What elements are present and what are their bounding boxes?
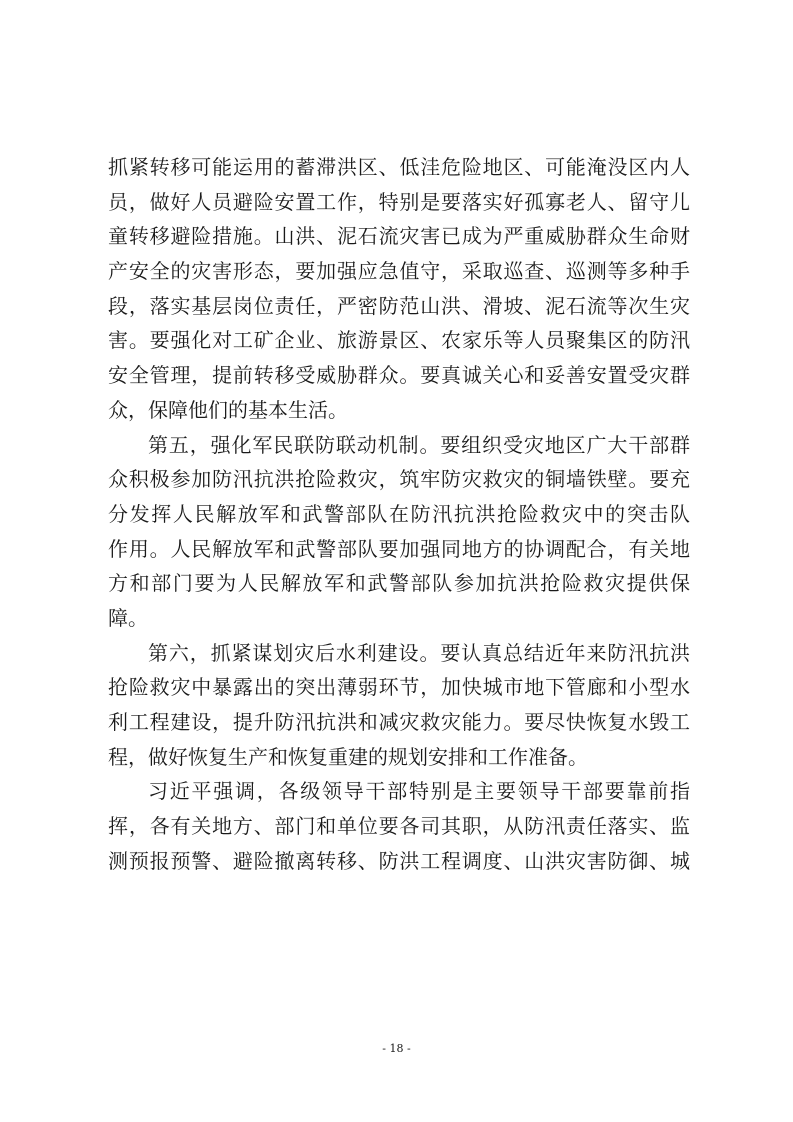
text-line: 抓紧转移可能运用的蓄滞洪区、低洼危险地区、可能淹没区内人: [108, 155, 690, 179]
text-line: 方和部门要为人民解放军和武警部队参加抗洪抢险救灾提供保: [108, 571, 690, 596]
text-line: 分发挥人民解放军和武警部队在防汛抗洪抢险救灾中的突击队: [108, 501, 690, 526]
text-line: 抢险救灾中暴露出的突出薄弱环节，加快城市地下管廊和小型水: [108, 675, 690, 700]
body-text: [108, 150, 690, 878]
text-line: 程，做好恢复生产和恢复重建的规划安排和工作准备。: [108, 744, 588, 769]
text-line: 众积极参加防汛抗洪抢险救灾，筑牢防灾救灾的铜墙铁壁。要充: [108, 467, 690, 492]
text-line: 第五，强化军民联防联动机制。要组织受灾地区广大干部群: [148, 432, 690, 457]
text-line: 安全管理，提前转移受威胁群众。要真诚关心和妥善安置受灾群: [108, 363, 690, 388]
text-line: 童转移避险措施。山洪、泥石流灾害已成为严重威胁群众生命财: [108, 224, 690, 249]
text-line: 作用。人民解放军和武警部队要加强同地方的协调配合，有关地: [108, 536, 690, 561]
text-line: 习近平强调，各级领导干部特别是主要领导干部要靠前指: [148, 779, 690, 804]
text-line: 第六，抓紧谋划灾后水利建设。要认真总结近年来防汛抗洪: [148, 640, 690, 665]
text-line: 障。: [108, 605, 148, 630]
paragraph-fifth-point: [108, 428, 690, 636]
paragraph-continuation: [108, 150, 690, 428]
text-line: 挥，各有关地方、部门和单位要各司其职，从防汛责任落实、监: [108, 814, 690, 839]
paragraph-sixth-point: [108, 636, 690, 775]
text-line: 产安全的灾害形态，要加强应急值守，采取巡查、巡测等多种手: [108, 259, 690, 284]
page-number: - 18 -: [382, 1042, 411, 1055]
text-line: 众，保障他们的基本生活。: [108, 397, 348, 422]
paragraph-emphasis: [108, 774, 690, 878]
text-line: 段，落实基层岗位责任，严密防范山洪、滑坡、泥石流等次生灾: [108, 293, 690, 318]
text-line: 测预报预警、避险撤离转移、防洪工程调度、山洪灾害防御、城: [108, 848, 690, 873]
text-line: 员，做好人员避险安置工作，特别是要落实好孤寡老人、留守儿: [108, 189, 690, 214]
text-line: 害。要强化对工矿企业、旅游景区、农家乐等人员聚集区的防汛: [108, 328, 690, 353]
text-line: 利工程建设，提升防汛抗洪和减灾救灾能力。要尽快恢复水毁工: [108, 710, 690, 734]
